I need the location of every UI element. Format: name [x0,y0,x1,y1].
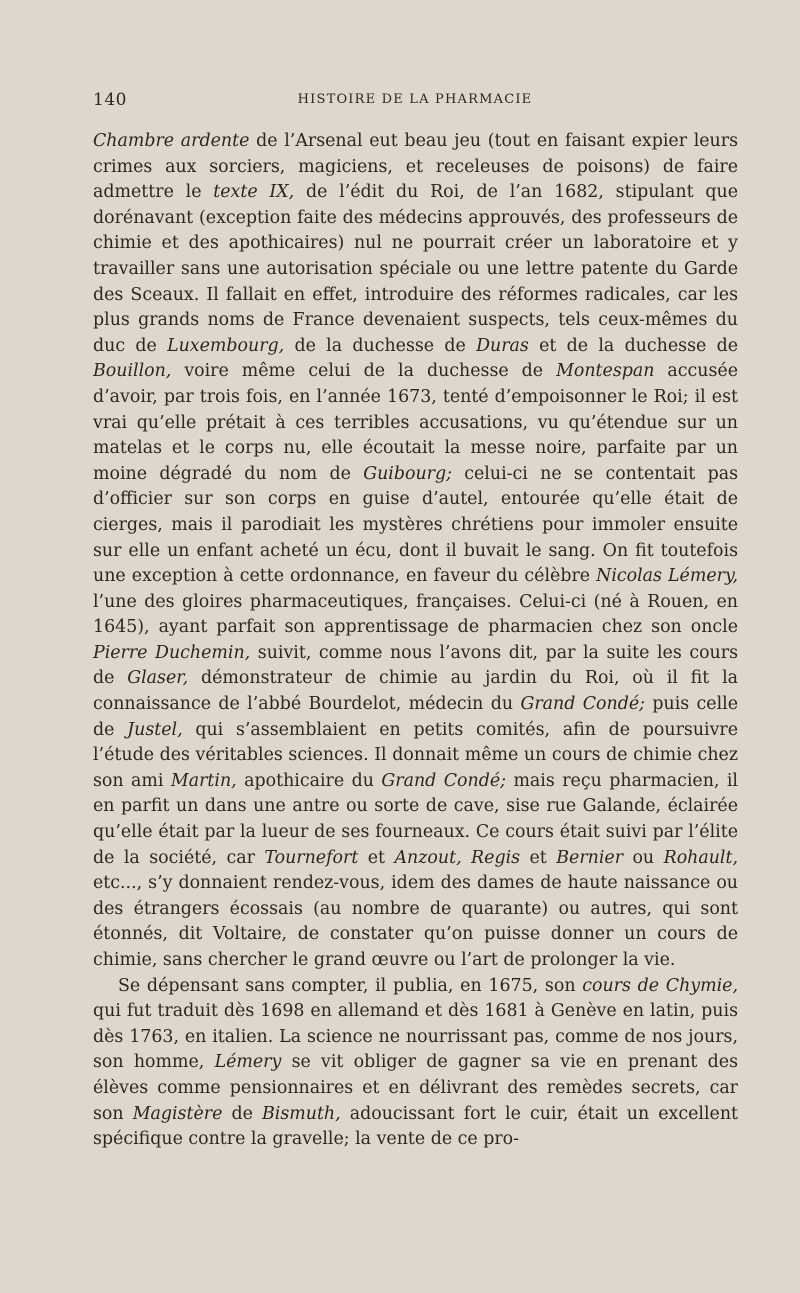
italic-run: Glaser, [127,668,189,689]
body-text [93,129,738,1153]
italic-run: texte IX, [213,182,295,203]
running-title: HISTOIRE DE LA PHARMACIE [297,92,533,107]
text-run: apothicaire du [236,770,382,791]
text-run: adoucissant fort le cuir, était un excellent spécifique contre la gravelle; la vente de ce pro- [93,1103,739,1150]
text-run: de la duchesse de [284,335,477,356]
italic-run: Anzout, Regis [394,847,521,868]
text-run: de [222,1103,262,1124]
italic-run: Rohault, [663,847,739,868]
italic-run: cours de Chymie, [582,975,738,996]
text-run: se vit obliger de gagner sa vie en prenant des élèves comme pensionnaires et en délivrant des remèdes secrets, car son [93,1052,738,1124]
italic-run: Tournefort [264,847,359,868]
text-run: etc..., s’y donnaient rendez-vous, idem des dames de haute naissance ou des étrangers écossais (au nombre de quarante) ou autres, qui sont étonnés, dit Voltaire, de constater qu’on puisse donner un cours de chimie, sans chercher le grand œuvre ou l’art de prolonger la vie. [93,873,738,970]
italic-run: Pierre Duchemin, [93,642,251,663]
text-run: Se dépensant sans compter, il publia, en 1675, son [118,975,583,996]
italic-run: Duras [476,335,529,356]
italic-run: Nicolas Lémery, [596,566,738,587]
text-run: celui-ci ne se contentait pas d’officier sur son corps en guise d’autel, entourée qu’elle était de cierges, mais il parodiait les mystères chrétiens pour immoler ensuite sur elle un enfant acheté un écu, dont il buvait le sang. On fit toutefois une exception à cette ordonnance, en faveur du célèbre [93,463,739,587]
text-run: et [520,847,557,868]
text-run: qui fut traduit dès 1698 en allemand et dès 1681 à Genève en latin, puis dès 1763, en italien. La science ne nourrissant pas, comme de nos jours, son homme, [93,1001,738,1073]
italic-run: Bernier [556,847,624,868]
italic-run: Luxembourg, [167,335,285,356]
text-run: de l’édit du Roi, de l’an 1682, stipulant que dorénavant (exception faite des médecins approuvés, des professeurs de chimie et des apothicaires) nul ne pourrait créer un laboratoire et y travailler sans une autorisation spéciale ou une lettre patente du Garde des Sceaux. Il fallait en effet, introduire des réformes radicales, car les plus grands noms de France devenaient suspects, tels ceux-mêmes du duc de [93,182,738,356]
text-run: voire même celui de la duchesse de [171,361,557,382]
italic-run: Montespan [556,361,655,382]
page-number: 140 [93,90,127,110]
text-run: mais reçu pharmacien, il en parfit un dans une antre ou sorte de cave, sise rue Galande, éclairée qu’elle était par la lueur de ses fourneaux. Ce cours était suivi par l’élite de la société, car [93,770,738,868]
text-run: suivit, comme nous l’avons dit, par la suite les cours de [93,642,738,689]
italic-run: Guibourg; [363,463,452,484]
italic-run: Bismuth, [261,1103,341,1124]
paragraph-2 [93,974,738,1153]
italic-run: Magistère [132,1103,223,1124]
text-run: et de la duchesse de [528,335,738,356]
italic-run: Martin, [170,770,237,791]
text-run: et [358,847,395,868]
italic-run: Justel, [127,719,183,740]
italic-run: Chambre ardente [93,131,250,151]
text-run: de l’Arsenal eut beau jeu (tout en faisant expier leurs crimes aux sorciers, magiciens, et receleuses de poisons) de faire admettre le [93,131,739,203]
text-run: ou [623,847,664,868]
italic-run: Bouillon, [93,361,172,382]
running-header [93,88,737,110]
text-run: accusée d’avoir, par trois fois, en l’année 1673, tenté d’empoisonner le Roi; il est vrai qu’elle prétait à ces terribles accusations, vu qu’étendue sur un matelas et le corps nu, elle écoutait la messe noire, parfaite par un moine dégradé du nom de [93,361,738,484]
paragraph-1 [93,129,738,974]
italic-run: Lémery [214,1052,282,1073]
text-run: l’une des gloires pharmaceutiques, françaises. Celui-ci (né à Rouen, en 1645), ayant parfait son apprentissage de pharmacien chez son oncle [93,591,738,638]
text-run: démonstrateur de chimie au jardin du Roi, où il fit la connaissance de l’abbé Bourdelot, médecin du [93,668,738,715]
italic-run: Grand Condé; [520,694,645,715]
italic-run: Grand Condé; [381,770,506,791]
text-run: qui s’assemblaient en petits comités, afin de poursuivre l’étude des véritables sciences. Il donnait même un cours de chimie chez son ami [93,719,739,791]
text-run: puis celle de [93,694,738,740]
